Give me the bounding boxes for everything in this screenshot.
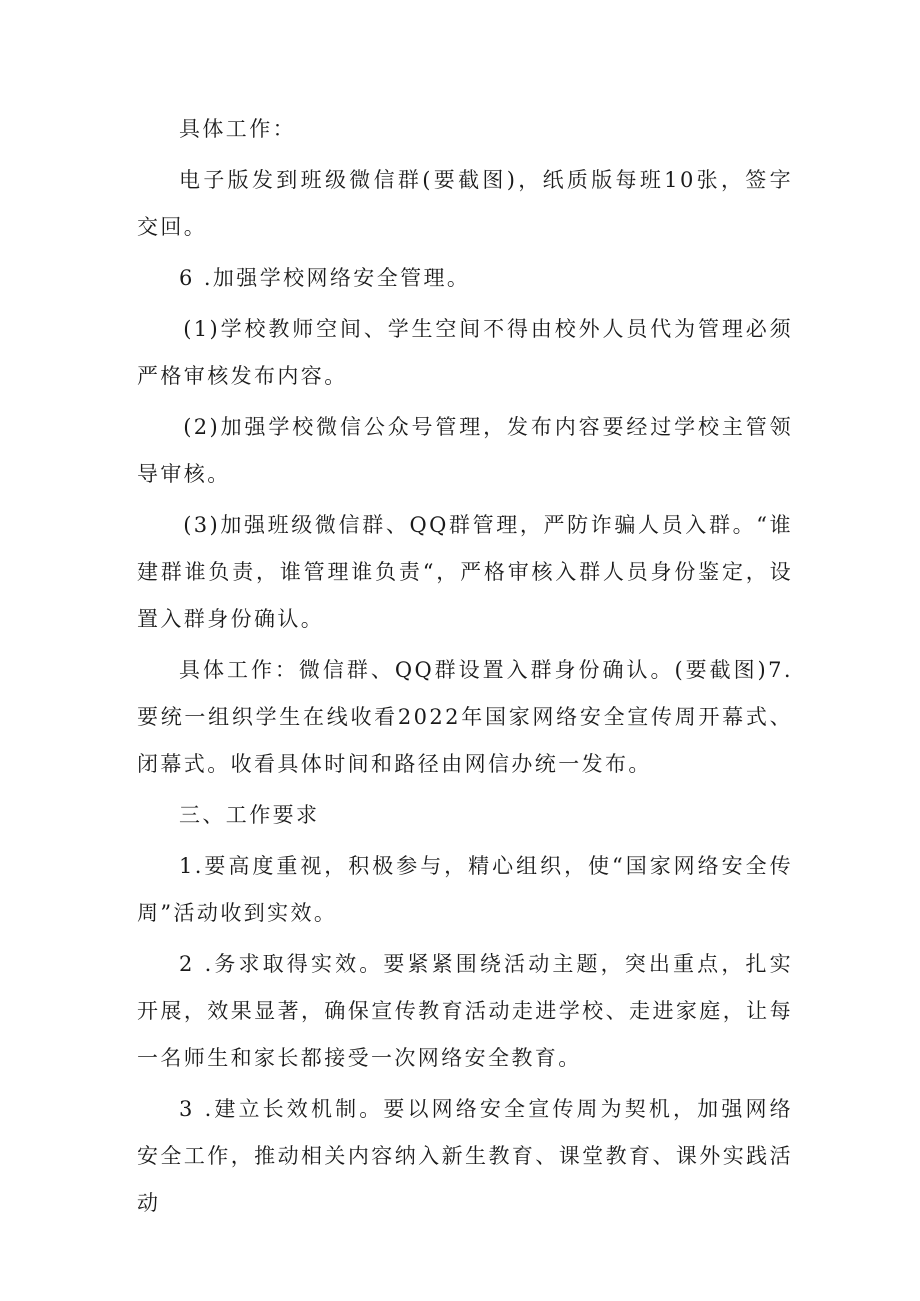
document-body (137, 106, 793, 1231)
paragraph-subitem-3: (3)加强班级微信群、QQ群管理，严防诈骗人员入群。“谁建群谁负责，谁管理谁负责“，严格审核入群人员身份鉴定，设置入群身份确认。 (137, 513, 793, 631)
paragraph-specific-work-item-7: 具体工作：微信群、QQ群设置入群身份确认。(要截图)7.要统一组织学生在线收看2022年国家网络安全宣传周开幕式、闭幕式。收看具体时间和路径由网信办统一发布。 (137, 658, 793, 776)
paragraph-requirement-3: 3 .建立长效机制。要以网络安全宣传周为契机，加强网络安全工作，推动相关内容纳入新生教育、课堂教育、课外实践活动 (137, 1097, 793, 1215)
paragraph-requirement-2: 2 .务求取得实效。要紧紧围绕活动主题，突出重点，扎实开展，效果显著，确保宣传教育活动走进学校、走进家庭，让每一名师生和家长都接受一次网络安全教育。 (137, 952, 793, 1070)
paragraph-electronic-version: 电子版发到班级微信群(要截图)，纸质版每班10张，签字交回。 (137, 168, 793, 239)
paragraph-subitem-2: (2)加强学校微信公众号管理，发布内容要经过学校主管领导审核。 (137, 415, 793, 486)
paragraph-subitem-1: (1)学校教师空间、学生空间不得由校外人员代为管理必须严格审核发布内容。 (137, 317, 793, 388)
section-heading-work-requirements: 三、工作要求 (179, 803, 320, 827)
paragraph-requirement-1: 1.要高度重视，积极参与，精心组织，使“国家网络安全传周”活动收到实效。 (137, 854, 793, 925)
paragraph-specific-work-heading: 具体工作： (179, 117, 296, 141)
paragraph-item-6: 6 .加强学校网络安全管理。 (179, 266, 471, 290)
